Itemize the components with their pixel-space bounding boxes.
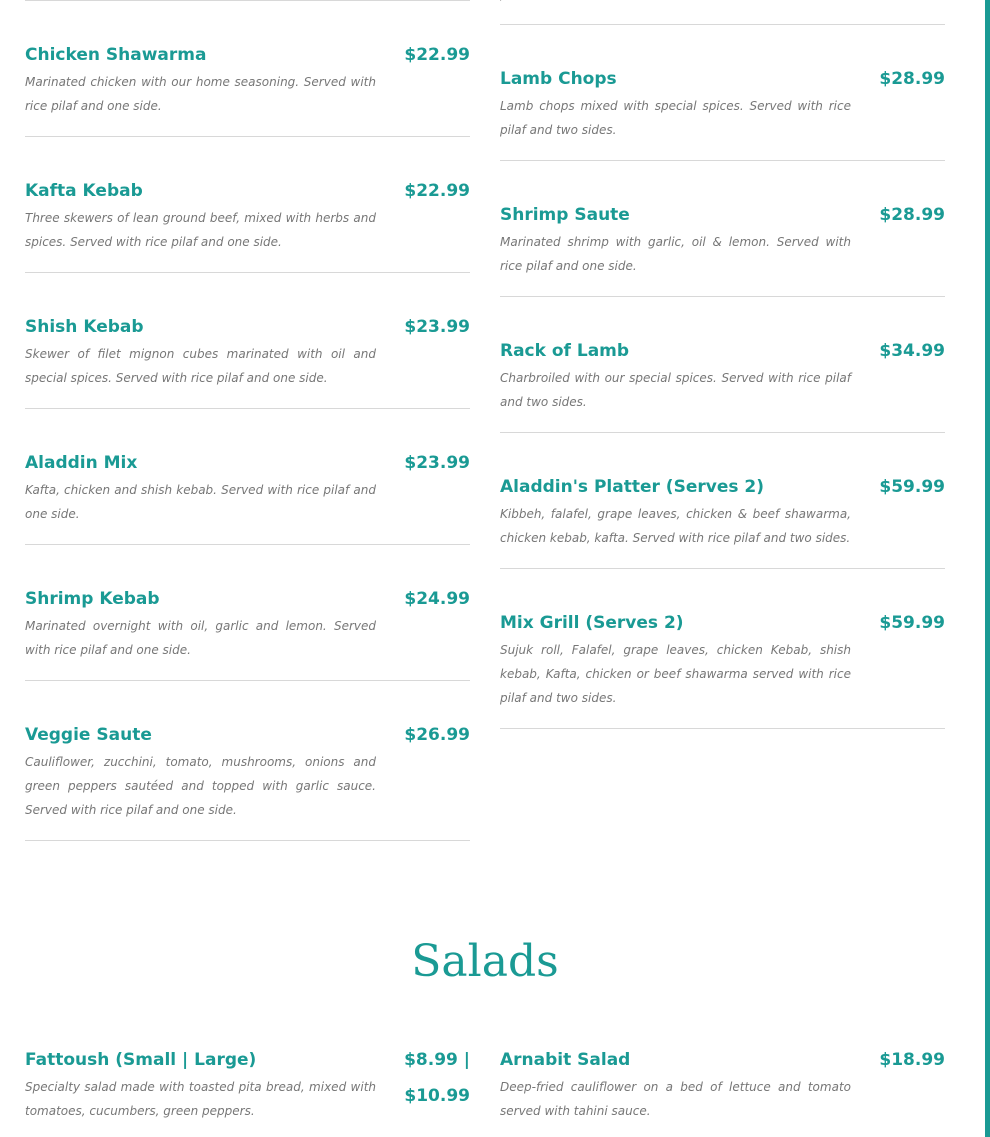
menu-item-name: Mix Grill (Serves 2) (500, 613, 684, 633)
menu-item-price: $23.99 (404, 317, 470, 337)
menu-item-price: $24.99 (404, 589, 470, 609)
menu-item-name: Veggie Saute (25, 725, 152, 745)
menu-item-description: Marinated overnight with oil, garlic and lemon. Served with rice pilaf and one side. (25, 619, 376, 657)
menu-item (500, 68, 945, 148)
menu-item-price: $34.99 (879, 341, 945, 361)
divider (25, 680, 470, 681)
divider (500, 568, 945, 569)
menu-item-name: Chicken Shawarma (25, 45, 207, 65)
menu-item-description: Kafta, chicken and shish kebab. Served with rice pilaf and one side. (25, 483, 376, 521)
menu-item-name: Shish Kebab (25, 317, 144, 337)
divider (25, 840, 470, 841)
menu-item-name: Arnabit Salad (500, 1050, 631, 1070)
divider (25, 544, 470, 545)
menu-item (25, 588, 470, 668)
menu-item-description: Skewer of filet mignon cubes marinated with oil and special spices. Served with rice pilaf and one side. (25, 347, 376, 385)
menu-item-price: $23.99 (404, 453, 470, 473)
menu-item (25, 44, 470, 124)
menu-item-description: Specialty salad made with toasted pita bread, mixed with tomatoes, cucumbers, green peppers. (25, 1080, 376, 1118)
menu-item-name: Shrimp Kebab (25, 589, 160, 609)
menu-item (25, 180, 470, 260)
section-title-salads: Salads (411, 936, 559, 987)
menu-item-name: Fattoush (Small | Large) (25, 1050, 257, 1070)
divider (25, 0, 470, 1)
page-edge-accent-bar (985, 0, 990, 1137)
menu-item (500, 476, 945, 556)
divider (25, 272, 470, 273)
menu-item-price: $22.99 (404, 45, 470, 65)
menu-item-name: Rack of Lamb (500, 341, 630, 361)
menu-item-price: $59.99 (879, 477, 945, 497)
menu-item-description: Kibbeh, falafel, grape leaves, chicken & beef shawarma, chicken kebab, kafta. Served with rice pilaf and two sides. (500, 507, 851, 545)
menu-item (25, 316, 470, 396)
menu-item-name: Lamb Chops (500, 69, 617, 89)
menu-item-description: Cauliflower, zucchini, tomato, mushrooms, onions and green peppers sautéed and topped with garlic sauce. Served with rice pilaf and one side. (25, 755, 376, 817)
menu-item-price (404, 1042, 470, 1114)
divider (25, 408, 470, 409)
menu-item-price: $59.99 (879, 613, 945, 633)
divider (500, 160, 945, 161)
menu-item-price: $28.99 (879, 205, 945, 225)
menu-item-price: $18.99 (879, 1050, 945, 1070)
menu-item-description: Three skewers of lean ground beef, mixed with herbs and spices. Served with rice pilaf and one side. (25, 211, 376, 249)
menu-item-name: Kafta Kebab (25, 181, 143, 201)
menu-item-description: Marinated chicken with our home seasoning. Served with rice pilaf and one side. (25, 75, 376, 113)
menu-item (25, 1049, 470, 1129)
menu-item-name: Aladdin Mix (25, 453, 138, 473)
menu-item-price: $26.99 (404, 725, 470, 745)
menu-item-description: Sujuk roll, Falafel, grape leaves, chicken Kebab, shish kebab, Kafta, chicken or beef shawarma served with rice pilaf and two sides. (500, 643, 851, 705)
menu-item (25, 724, 470, 828)
divider (500, 296, 945, 297)
divider (25, 136, 470, 137)
price-large: $10.99 (404, 1086, 470, 1106)
menu-item-name: Aladdin's Platter (Serves 2) (500, 477, 764, 497)
menu-item (25, 452, 470, 532)
menu-item-price: $28.99 (879, 69, 945, 89)
divider (500, 728, 945, 729)
price-small: $8.99 | (404, 1050, 470, 1070)
divider (500, 432, 945, 433)
menu-item-price: $22.99 (404, 181, 470, 201)
divider (500, 24, 945, 25)
menu-item-description: Lamb chops mixed with special spices. Served with rice pilaf and two sides. (500, 99, 851, 137)
menu-item (500, 1049, 945, 1129)
menu-item-description: Deep-fried cauliflower on a bed of lettuce and tomato served with tahini sauce. (500, 1080, 851, 1118)
menu-item-name: Shrimp Saute (500, 205, 630, 225)
menu-item (500, 340, 945, 420)
menu-item-description (500, 0, 851, 6)
menu-item-description: Marinated shrimp with garlic, oil & lemon. Served with rice pilaf and one side. (500, 235, 851, 273)
menu-item-description: Charbroiled with our special spices. Served with rice pilaf and two sides. (500, 371, 851, 409)
menu-item (500, 612, 945, 716)
menu-item (500, 204, 945, 284)
menu-item-partial (500, 0, 945, 6)
